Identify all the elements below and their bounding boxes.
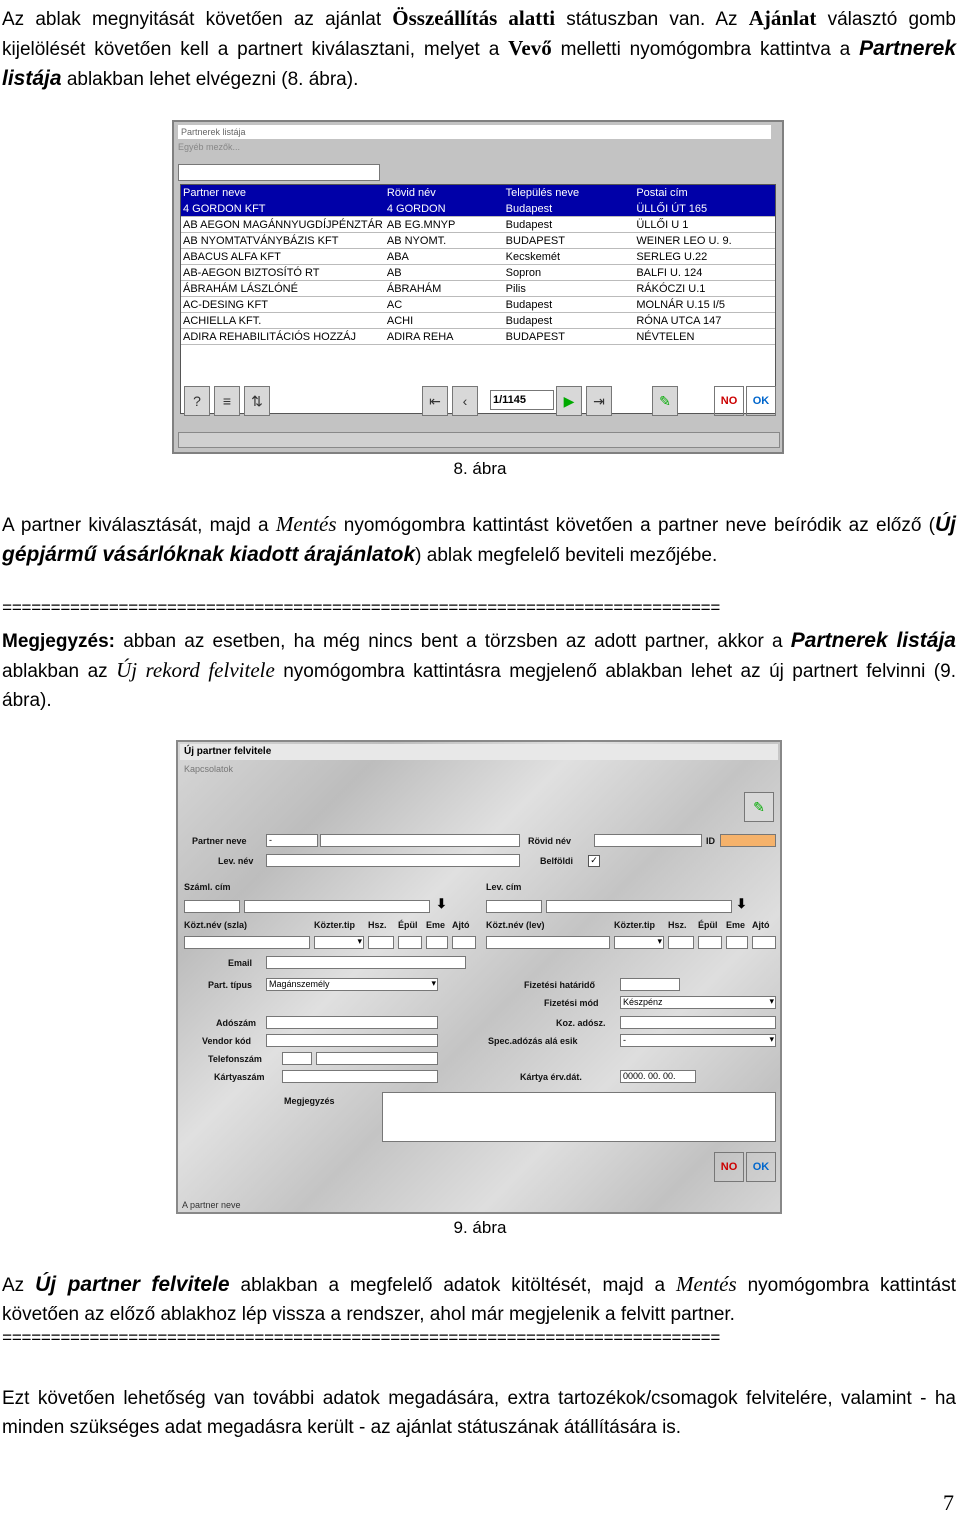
phone-prefix-field[interactable]: [282, 1052, 312, 1065]
mailing-hsz-field[interactable]: [668, 936, 694, 949]
next-record-icon[interactable]: ▶: [556, 386, 582, 416]
table-row[interactable]: [181, 201, 775, 217]
down-arrow-icon[interactable]: ⬇: [436, 896, 447, 911]
paragraph-next-steps: Ezt követően lehetőség van további adatok megadására, extra tartozékok/csomagok felvitelére, valamint - ha minden szükséges adat megadásra került - az ajánlat státuszának átállítására is.: [2, 1388, 956, 1438]
status-bar: A partner neve: [182, 1200, 241, 1210]
table-cell: ACHIELLA KFT.: [181, 313, 385, 329]
phone-label: Telefonszám: [208, 1054, 262, 1064]
table-cell: AB NYOMT.: [385, 233, 504, 249]
partner-type-label: Part. típus: [208, 980, 253, 990]
mailing-street-field[interactable]: [486, 936, 610, 949]
table-row[interactable]: [181, 249, 775, 265]
tax-number-label: Adószám: [216, 1018, 257, 1028]
mailing-street-type-select[interactable]: [614, 936, 664, 949]
window-name: Partnerek listája: [790, 629, 956, 652]
street-type-label: Közter.tip: [614, 920, 656, 930]
window-title: Partnerek listája: [178, 125, 771, 139]
phone-field[interactable]: [316, 1052, 438, 1065]
column-header[interactable]: Település neve: [504, 185, 635, 201]
table-cell: Sopron: [504, 265, 635, 281]
text: nyomógombra kattintást követően az előző ablakhoz lép vissza a rendszer, ahol már megjelenik a felvitt partner.: [2, 1275, 957, 1325]
table-cell: RÁKÓCZI U.1: [634, 281, 775, 297]
special-tax-select[interactable]: - ▾: [620, 1034, 776, 1047]
house-number-label: Hsz.: [668, 920, 687, 930]
figure-caption: 8. ábra: [453, 459, 507, 478]
vendor-code-field[interactable]: [266, 1034, 438, 1047]
paragraph-note: [2, 626, 956, 715]
email-field[interactable]: [266, 956, 466, 969]
text: ) ablak megfelelő beviteli mezőjébe.: [415, 545, 718, 566]
ok-button[interactable]: OK: [746, 1152, 776, 1182]
text: A partner kiválasztását, majd a: [2, 515, 276, 536]
text: Az ablak megnyitását követően az ajánlat: [2, 9, 393, 30]
button-name: Új rekord felvitele: [116, 658, 275, 682]
toolbar: [178, 382, 778, 426]
mentes-term: Mentés: [676, 1272, 737, 1296]
ok-button[interactable]: OK: [746, 386, 776, 416]
table-cell: ÜLLŐI ÚT 165: [634, 201, 775, 217]
payment-deadline-field[interactable]: [620, 978, 680, 991]
billing-door-field[interactable]: [452, 936, 476, 949]
partner-prefix-field[interactable]: -: [266, 834, 318, 847]
column-header[interactable]: Postai cím: [634, 185, 775, 201]
mailing-floor-field[interactable]: [726, 936, 748, 949]
table-cell: ÁBRAHÁM LÁSZLÓNÉ: [181, 281, 385, 297]
table-cell: AB NYOMTATVÁNYBÁZIS KFT: [181, 233, 385, 249]
table-cell: RÓNA UTCA 147: [634, 313, 775, 329]
billing-hsz-field[interactable]: [368, 936, 394, 949]
cancel-button[interactable]: NO: [714, 386, 744, 416]
table-cell: ABACUS ALFA KFT: [181, 249, 385, 265]
table-cell: AB AEGON MAGÁNNYUGDÍJPÉNZTÁR: [183, 218, 383, 231]
short-name-label: Rövid név: [528, 836, 572, 846]
special-tax-label: Spec.adózás alá esik: [488, 1036, 578, 1046]
separator-line: ==========================================================================: [2, 600, 720, 619]
text: abban az esetben, ha még nincs bent a törzsben az adott partner, akkor a: [114, 631, 791, 652]
table-row[interactable]: [181, 265, 775, 281]
new-partner-window: [176, 740, 782, 1214]
door-label: Ajtó: [752, 920, 770, 930]
text: Az: [2, 1275, 36, 1296]
table-cell: Budapest: [504, 217, 635, 233]
table-cell: AB-AEGON BIZTOSÍTÓ RT: [181, 265, 385, 281]
text: nyomógombra kattintást követően a partner neve beíródik az előző (: [336, 515, 935, 536]
status-term: Összeállítás alatti: [392, 6, 556, 30]
billing-floor-field[interactable]: [426, 936, 448, 949]
text: választó gomb kijelölését követően kell a partnert kiválasztani, melyet a: [2, 9, 956, 60]
table-row[interactable]: [181, 217, 775, 233]
text: ablakban az: [2, 661, 117, 682]
building-label: Épül: [698, 920, 718, 930]
record-counter: 1/1145: [490, 390, 554, 410]
payment-method-label: Fizetési mód: [544, 998, 599, 1008]
edit-icon[interactable]: ✎: [744, 792, 774, 822]
new-record-icon[interactable]: ✎: [652, 386, 678, 416]
prev-record-icon[interactable]: ‹: [452, 386, 478, 416]
partner-list-window: [172, 120, 784, 454]
table-cell: ÜLLŐI U 1: [634, 217, 775, 233]
card-number-label: Kártyaszám: [214, 1072, 265, 1082]
table-cell: SERLEG U.22: [634, 249, 775, 265]
table-cell: BUDAPEST: [504, 233, 635, 249]
mailing-city-field[interactable]: [546, 900, 732, 913]
window-name: Új gépjármű vásárlóknak kiadott árajánlatok: [2, 513, 956, 566]
domestic-checkbox[interactable]: ✓: [588, 855, 600, 867]
partner-type-select[interactable]: Magánszemély ▾: [266, 978, 438, 991]
note-textarea[interactable]: [382, 1092, 776, 1142]
domestic-label: Belföldi: [540, 856, 573, 866]
cancel-button[interactable]: NO: [714, 1152, 744, 1182]
text: ablakban lehet elvégezni (8. ábra).: [61, 69, 359, 90]
table-row[interactable]: [181, 281, 775, 297]
table-cell: 4 GORDON: [385, 201, 504, 217]
column-header[interactable]: Rövid név: [385, 185, 504, 201]
billing-zip-field[interactable]: [184, 900, 240, 913]
paragraph-intro: [2, 4, 956, 94]
payment-deadline-label: Fizetési határidő: [524, 980, 596, 990]
billing-street-field[interactable]: [184, 936, 310, 949]
street-billing-label: Közt.név (szla): [184, 920, 248, 930]
search-input[interactable]: [178, 164, 380, 181]
mailing-building-field[interactable]: [698, 936, 722, 949]
street-mailing-label: Közt.név (lev): [486, 920, 545, 930]
table-cell: Kecskemét: [504, 249, 635, 265]
billing-city-field[interactable]: [244, 900, 430, 913]
tax-number-field[interactable]: [266, 1016, 438, 1029]
partner-name-field[interactable]: [320, 834, 520, 847]
card-expiry-label: Kártya érv.dát.: [520, 1072, 582, 1082]
list-icon[interactable]: ≡: [214, 386, 240, 416]
mailing-address-label: Lev. cím: [486, 882, 522, 892]
last-record-icon[interactable]: ⇥: [586, 386, 612, 416]
table-row[interactable]: [181, 297, 775, 313]
text: státuszban van. Az: [555, 9, 749, 30]
window-name: Új partner felvitele: [35, 1273, 230, 1296]
table-cell: BALFI U. 124: [634, 265, 775, 281]
table-row[interactable]: [181, 329, 775, 345]
floor-label: Eme: [726, 920, 746, 930]
floor-label: Eme: [426, 920, 446, 930]
payment-method-select[interactable]: Készpénz ▾: [620, 996, 776, 1009]
card-number-field[interactable]: [282, 1070, 438, 1083]
house-number-label: Hsz.: [368, 920, 387, 930]
window-title: Új partner felvitele: [180, 744, 778, 760]
paragraph-selection: [2, 510, 956, 570]
table-cell: Budapest: [504, 201, 635, 217]
community-tax-label: Koz. adósz.: [556, 1018, 606, 1028]
building-label: Épül: [398, 920, 418, 930]
table-cell: 4 GORDON KFT: [181, 201, 385, 217]
table-cell: AB: [385, 265, 504, 281]
text: nyomógombra kattintásra megjelenő ablakban lehet az új partnert felvinni (9. ábra).: [2, 661, 956, 711]
card-expiry-field[interactable]: 0000. 00. 00.: [620, 1070, 696, 1083]
status-bar: [178, 432, 780, 448]
street-type-label: Közter.tip: [314, 920, 356, 930]
note-label: Megjegyzés: [284, 1096, 335, 1106]
sort-icon[interactable]: ⇅: [244, 386, 270, 416]
first-record-icon[interactable]: ⇤: [422, 386, 448, 416]
window-subtitle: Egyéb mezők...: [178, 142, 241, 152]
short-name-field[interactable]: [594, 834, 702, 847]
note-label: Megjegyzés:: [2, 631, 115, 652]
table-cell: BUDAPEST: [504, 329, 635, 345]
table-cell: ABA: [385, 249, 504, 265]
vendor-code-label: Vendor kód: [202, 1036, 252, 1046]
window-name: Partnerek listája: [2, 37, 956, 90]
text: melletti nyomógombra kattintva a: [551, 39, 860, 60]
separator-line: ==========================================================================: [2, 1330, 720, 1349]
table-cell: ÁBRAHÁM: [385, 281, 504, 297]
table-cell: ADIRA REHA: [385, 329, 504, 345]
table-cell: ADIRA REHABILITÁCIÓS HOZZÁJ: [181, 329, 385, 345]
community-tax-field[interactable]: [620, 1016, 776, 1029]
text: ablakban a megfelelő adatok kitöltését, majd a: [229, 1275, 677, 1296]
billing-building-field[interactable]: [398, 936, 422, 949]
id-label: ID: [706, 836, 715, 846]
mailing-door-field[interactable]: [752, 936, 776, 949]
table-cell: Pilis: [504, 281, 635, 297]
table-cell: Budapest: [504, 313, 635, 329]
column-header[interactable]: Partner neve: [181, 185, 385, 201]
table-cell: ACHI: [385, 313, 504, 329]
window-subtitle: Kapcsolatok: [184, 764, 234, 774]
table-cell: AC-DESING KFT: [181, 297, 385, 313]
table-cell: Budapest: [504, 297, 635, 313]
paragraph-new-partner: [2, 1270, 956, 1329]
figure-caption: 9. ábra: [453, 1218, 507, 1237]
partner-grid: [180, 184, 776, 414]
help-icon[interactable]: ?: [184, 386, 210, 416]
table-row[interactable]: [181, 233, 775, 249]
ajanlat-term: Ajánlat: [748, 6, 817, 30]
table-cell: NÉVTELEN: [634, 329, 775, 345]
table-row[interactable]: [181, 313, 775, 329]
mailing-zip-field[interactable]: [486, 900, 542, 913]
email-label: Email: [228, 958, 253, 968]
table-cell: WEINER LEO U. 9.: [634, 233, 775, 249]
table-cell: AC: [385, 297, 504, 313]
lev-name-field[interactable]: [266, 854, 520, 867]
id-field: [720, 834, 776, 847]
page-number: 7: [943, 1490, 954, 1515]
billing-street-type-select[interactable]: [314, 936, 364, 949]
lev-name-label: Lev. név: [218, 856, 254, 866]
table-cell: MOLNÁR U.15 I/5: [634, 297, 775, 313]
vevo-term: Vevő: [508, 36, 552, 60]
table-cell: AB EG.MNYP: [385, 217, 504, 233]
door-label: Ajtó: [452, 920, 470, 930]
down-arrow-icon[interactable]: ⬇: [736, 896, 747, 911]
billing-address-label: Száml. cím: [184, 882, 231, 892]
partner-name-label: Partner neve: [192, 836, 247, 846]
mentes-term: Mentés: [275, 512, 337, 536]
